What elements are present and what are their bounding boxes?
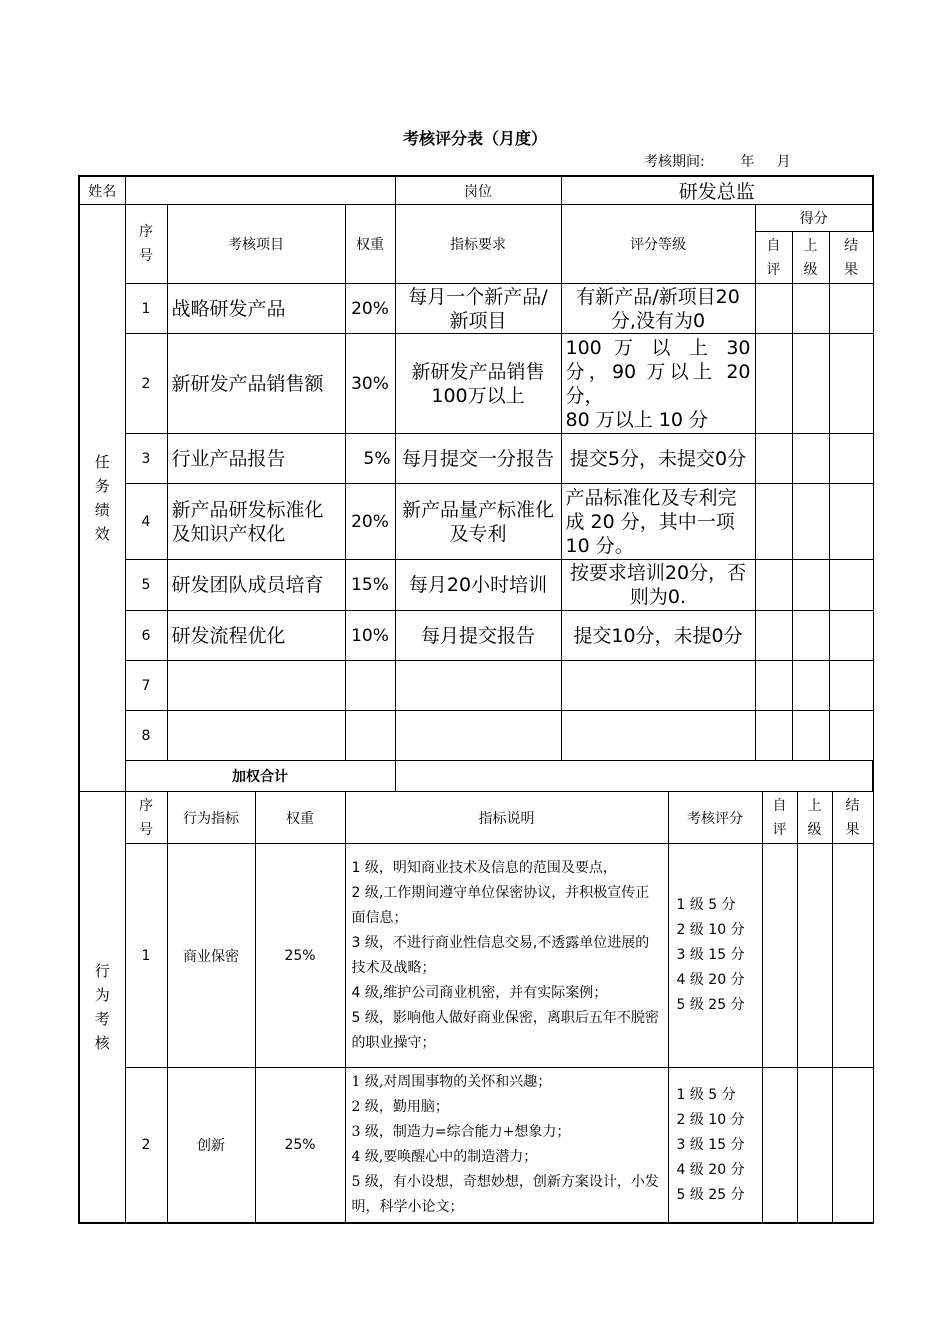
row-seq: 3 — [125, 434, 167, 484]
superior-score-cell[interactable] — [792, 334, 829, 434]
behavior-assessment-table — [78, 791, 874, 1224]
row-seq: 7 — [125, 661, 167, 711]
row-weight: 20% — [345, 484, 395, 560]
row-item: 新产品研发标准化及知识产权化 — [167, 484, 345, 560]
row-grade: 有新产品/新项目20分,没有为0 — [561, 284, 755, 334]
weighted-total-value[interactable] — [395, 761, 873, 792]
result-score-cell[interactable] — [829, 711, 873, 761]
self-score-cell[interactable] — [762, 844, 797, 1068]
row-description: 1 级,对周围事物的关怀和兴趣； 2 级，勤用脑； 3 级，制造力=综合能力+想象力； 4 级,要唤醒心中的制造潜力； 5 级，有小设想，奇想妙想，创新方案设计，小发明，科学小论文； — [345, 1068, 668, 1224]
table-row — [79, 711, 873, 761]
table-row — [79, 844, 873, 1068]
row-requirement[interactable] — [395, 711, 561, 761]
self-score-cell[interactable] — [762, 1068, 797, 1224]
row-seq: 2 — [125, 1068, 167, 1224]
row-weight: 20% — [345, 284, 395, 334]
result-score-cell[interactable] — [832, 844, 873, 1068]
row-grade: 提交10分，未提0分 — [561, 611, 755, 661]
row-seq: 8 — [125, 711, 167, 761]
col-rating: 考核评分 — [668, 792, 762, 844]
col-description: 指标说明 — [345, 792, 668, 844]
superior-score-cell[interactable] — [792, 284, 829, 334]
row-weight: 30% — [345, 334, 395, 434]
weighted-total-label: 加权合计 — [125, 761, 395, 792]
row-seq: 1 — [125, 844, 167, 1068]
table-row — [79, 284, 873, 334]
col-self: 自 评 — [755, 232, 792, 284]
table-row — [79, 661, 873, 711]
row-seq: 6 — [125, 611, 167, 661]
result-score-cell[interactable] — [832, 1068, 873, 1224]
row-weight: 10% — [345, 611, 395, 661]
row-indicator: 商业保密 — [167, 844, 255, 1068]
row-requirement: 每月20小时培训 — [395, 560, 561, 611]
row-item[interactable] — [167, 661, 345, 711]
row-weight[interactable] — [345, 661, 395, 711]
col-weight: 权重 — [255, 792, 345, 844]
row-requirement: 新产品量产标准化及专利 — [395, 484, 561, 560]
result-score-cell[interactable] — [829, 560, 873, 611]
col-superior: 上 级 — [797, 792, 832, 844]
row-weight: 15% — [345, 560, 395, 611]
row-seq: 5 — [125, 560, 167, 611]
col-weight: 权重 — [345, 205, 395, 284]
row-grade: 按要求培训20分，否则为0. — [561, 560, 755, 611]
col-superior: 上 级 — [792, 232, 829, 284]
self-score-cell[interactable] — [755, 434, 792, 484]
superior-score-cell[interactable] — [792, 611, 829, 661]
superior-score-cell[interactable] — [797, 1068, 832, 1224]
self-score-cell[interactable] — [755, 284, 792, 334]
result-score-cell[interactable] — [829, 484, 873, 560]
row-item[interactable] — [167, 711, 345, 761]
table-row — [79, 1068, 873, 1224]
position-label: 岗位 — [395, 176, 561, 205]
col-self: 自 评 — [762, 792, 797, 844]
self-score-cell[interactable] — [755, 484, 792, 560]
result-score-cell[interactable] — [829, 334, 873, 434]
result-score-cell[interactable] — [829, 284, 873, 334]
row-description: 1 级，明知商业技术及信息的范围及要点， 2 级,工作期间遵守单位保密协议，并积极宣传正面信息； 3 级，不进行商业性信息交易,不透露单位进展的技术及战略； 4 级,维护公司商业机密，并有实际案例； 5 级，影响他人做好商业保密，离职后五年不脱密的职业操守； — [345, 844, 668, 1068]
col-result: 结 果 — [832, 792, 873, 844]
superior-score-cell[interactable] — [792, 711, 829, 761]
superior-score-cell[interactable] — [792, 560, 829, 611]
row-requirement: 新研发产品销售100万以上 — [395, 334, 561, 434]
superior-score-cell[interactable] — [797, 844, 832, 1068]
row-item: 新研发产品销售额 — [167, 334, 345, 434]
col-requirement: 指标要求 — [395, 205, 561, 284]
name-field[interactable] — [125, 176, 395, 205]
row-seq: 2 — [125, 334, 167, 434]
superior-score-cell[interactable] — [792, 661, 829, 711]
name-label: 姓名 — [79, 176, 125, 205]
col-grade: 评分等级 — [561, 205, 755, 284]
task-performance-table — [78, 175, 874, 792]
behavior-section-label: 行 为 考 核 — [79, 792, 125, 1224]
col-item: 考核项目 — [167, 205, 345, 284]
row-item: 研发流程优化 — [167, 611, 345, 661]
row-requirement: 每月一个新产品/新项目 — [395, 284, 561, 334]
row-weight: 5% — [345, 434, 395, 484]
task-section-label: 任 务 绩 效 — [79, 205, 125, 792]
result-score-cell[interactable] — [829, 661, 873, 711]
row-grade[interactable] — [561, 711, 755, 761]
position-field[interactable]: 研发总监 — [561, 176, 873, 205]
page-title: 考核评分表（月度） — [402, 129, 547, 148]
row-item: 研发团队成员培育 — [167, 560, 345, 611]
row-grade: 提交5分，未提交0分 — [561, 434, 755, 484]
row-rating: 1 级 5 分 2 级 10 分 3 级 15 分 4 级 20 分 5 级 25 分 — [668, 1068, 762, 1224]
self-score-cell[interactable] — [755, 711, 792, 761]
self-score-cell[interactable] — [755, 560, 792, 611]
result-score-cell[interactable] — [829, 611, 873, 661]
row-seq: 4 — [125, 484, 167, 560]
table-row — [79, 434, 873, 484]
col-score: 得分 — [755, 205, 873, 232]
row-requirement: 每月提交一分报告 — [395, 434, 561, 484]
row-requirement[interactable] — [395, 661, 561, 711]
assessment-period: 考核期间: 年 月 — [644, 154, 791, 170]
superior-score-cell[interactable] — [792, 484, 829, 560]
self-score-cell[interactable] — [755, 661, 792, 711]
self-score-cell[interactable] — [755, 611, 792, 661]
table-row — [79, 484, 873, 560]
row-rating: 1 级 5 分 2 级 10 分 3 级 15 分 4 级 20 分 5 级 25 分 — [668, 844, 762, 1068]
row-item: 行业产品报告 — [167, 434, 345, 484]
row-weight: 25% — [255, 1068, 345, 1224]
col-indicator: 行为指标 — [167, 792, 255, 844]
table-row — [79, 611, 873, 661]
self-score-cell[interactable] — [755, 334, 792, 434]
row-weight: 25% — [255, 844, 345, 1068]
col-seq: 序 号 — [125, 792, 167, 844]
row-seq: 1 — [125, 284, 167, 334]
col-seq: 序 号 — [125, 205, 167, 284]
row-item: 战略研发产品 — [167, 284, 345, 334]
row-grade: 产品标准化及专利完成 20 分，其中一项 10 分。 — [561, 484, 755, 560]
table-row — [79, 334, 873, 434]
table-row — [79, 560, 873, 611]
row-grade[interactable] — [561, 661, 755, 711]
row-weight[interactable] — [345, 711, 395, 761]
row-indicator: 创新 — [167, 1068, 255, 1224]
col-result: 结 果 — [829, 232, 873, 284]
result-score-cell[interactable] — [829, 434, 873, 484]
row-grade: 100 万 以 上 30 分，90 万以上 20 分， 80 万以上 10 分 — [561, 334, 755, 434]
superior-score-cell[interactable] — [792, 434, 829, 484]
row-requirement: 每月提交报告 — [395, 611, 561, 661]
